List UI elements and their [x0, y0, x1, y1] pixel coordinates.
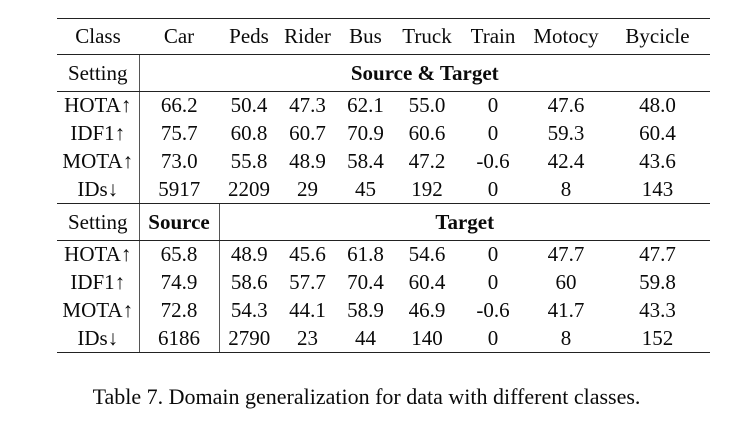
table-row — [57, 92, 710, 120]
metric-label: MOTA↑ — [62, 149, 134, 173]
metric-label: IDs↓ — [57, 176, 139, 204]
value-cell: 55.0 — [408, 93, 446, 118]
setting-label: Setting — [57, 204, 139, 241]
value-cell: 47.3 — [289, 93, 326, 118]
value-cell: 60.8 — [230, 121, 268, 145]
value-cell: 0 — [487, 242, 499, 267]
value-cell: 65.8 — [139, 241, 219, 269]
class-col-header: Peds — [219, 19, 279, 55]
value-cell: 47.2 — [408, 149, 446, 173]
value-cell: 59.3 — [547, 121, 585, 145]
class-col-header: Rider — [279, 19, 336, 55]
value-cell: 5917 — [139, 176, 219, 204]
class-col-header: Truck — [395, 19, 459, 55]
table-row — [57, 120, 710, 148]
value-cell: 73.0 — [139, 148, 219, 176]
metric-label: HOTA↑ — [64, 93, 132, 118]
results-table — [57, 18, 710, 353]
setting-row — [57, 55, 710, 92]
class-col-header: Train — [459, 19, 527, 55]
value-cell: 43.6 — [639, 149, 676, 173]
value-cell: 59.8 — [639, 270, 676, 294]
class-col-header: Bus — [336, 19, 395, 55]
value-cell: 0 — [459, 176, 527, 204]
value-cell: 6186 — [139, 325, 219, 353]
class-col-header: Bycicle — [605, 19, 710, 55]
value-cell: 60 — [555, 270, 577, 294]
table-row — [57, 297, 710, 325]
results-table-body — [57, 19, 710, 353]
value-cell: 48.9 — [289, 149, 326, 173]
value-cell: 2209 — [219, 176, 279, 204]
value-cell: 44 — [336, 325, 395, 353]
class-col-header: Motocy — [527, 19, 605, 55]
value-cell: 45.6 — [289, 242, 326, 267]
value-cell: 58.6 — [219, 269, 279, 297]
value-cell: 0 — [487, 121, 499, 145]
value-cell: 72.8 — [139, 297, 219, 325]
value-cell: 46.9 — [408, 298, 446, 322]
value-cell: 62.1 — [347, 93, 384, 118]
value-cell: 75.7 — [139, 120, 219, 148]
value-cell: 60.4 — [639, 121, 676, 145]
metric-label: IDs↓ — [57, 325, 139, 353]
table-row — [57, 241, 710, 269]
table-caption: Table 7. Domain generalization for data with different classes. — [92, 384, 641, 409]
value-cell: 66.2 — [139, 92, 219, 120]
value-cell: 41.7 — [547, 298, 585, 322]
setting-value: Source — [139, 204, 219, 241]
setting-label: Setting — [57, 55, 139, 92]
value-cell: 48.9 — [219, 241, 279, 269]
value-cell: 60.7 — [289, 121, 326, 145]
value-cell: 0 — [487, 270, 499, 294]
value-cell: 47.6 — [547, 93, 585, 118]
value-cell: 0 — [487, 93, 499, 118]
value-cell: 152 — [605, 325, 710, 353]
value-cell: 140 — [395, 325, 459, 353]
table-row — [57, 176, 710, 204]
setting-value: Source & Target — [139, 55, 710, 92]
value-cell: 42.4 — [547, 149, 585, 173]
metric-label: MOTA↑ — [62, 298, 134, 322]
value-cell: 44.1 — [289, 298, 326, 322]
setting-value: Target — [219, 204, 710, 241]
value-cell: 47.7 — [639, 242, 676, 267]
value-cell: 23 — [279, 325, 336, 353]
value-cell: 54.6 — [408, 242, 446, 267]
value-cell: 54.3 — [219, 297, 279, 325]
value-cell: 50.4 — [230, 93, 268, 118]
value-cell: 47.7 — [547, 242, 585, 267]
value-cell: 192 — [395, 176, 459, 204]
value-cell: 58.4 — [347, 149, 384, 173]
table-row — [57, 269, 710, 297]
class-header-row — [57, 19, 710, 55]
value-cell: 60.6 — [408, 121, 446, 145]
value-cell: 55.8 — [230, 149, 268, 173]
metric-label: IDF1↑ — [70, 121, 126, 145]
value-cell: 29 — [279, 176, 336, 204]
value-cell: 70.9 — [347, 121, 384, 145]
value-cell: -0.6 — [476, 149, 510, 173]
value-cell: 58.9 — [347, 298, 384, 322]
table-row — [57, 325, 710, 353]
value-cell: 8 — [527, 325, 605, 353]
value-cell: 74.9 — [139, 269, 219, 297]
value-cell: 61.8 — [347, 242, 384, 267]
value-cell: 48.0 — [639, 93, 676, 118]
value-cell: 43.3 — [639, 298, 676, 322]
metric-label: IDF1↑ — [70, 270, 126, 294]
value-cell: 8 — [527, 176, 605, 204]
setting-row — [57, 204, 710, 241]
value-cell: 143 — [605, 176, 710, 204]
value-cell: 57.7 — [289, 270, 326, 294]
metric-label: HOTA↑ — [64, 242, 132, 267]
value-cell: -0.6 — [476, 298, 510, 322]
class-col-header: Car — [139, 19, 219, 55]
value-cell: 45 — [336, 176, 395, 204]
value-cell: 2790 — [219, 325, 279, 353]
table-row — [57, 148, 710, 176]
value-cell: 60.4 — [408, 270, 446, 294]
value-cell: 70.4 — [347, 270, 384, 294]
value-cell: 0 — [459, 325, 527, 353]
class-header-label: Class — [57, 19, 139, 55]
